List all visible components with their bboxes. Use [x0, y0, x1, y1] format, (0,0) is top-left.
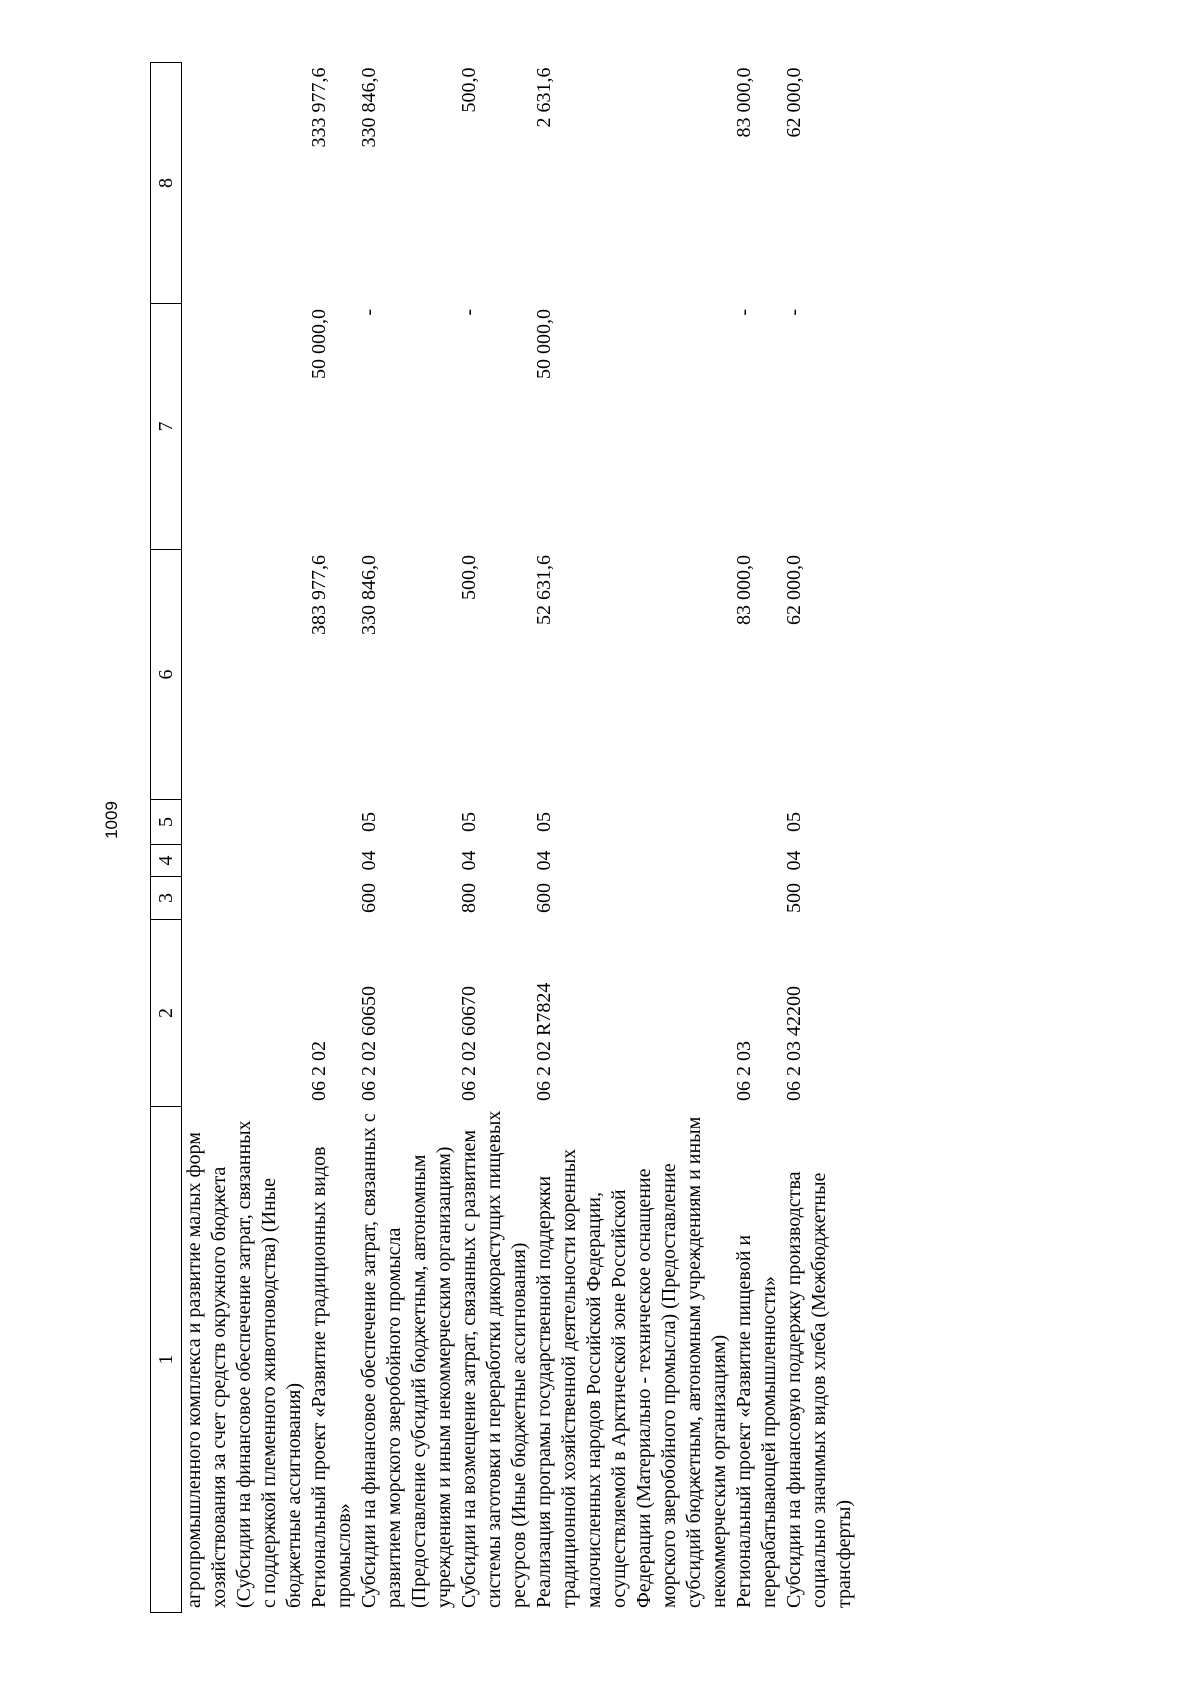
row-name: Субсидии на финансовое обеспечение затрат, связанных с развитием морского зверобойного промысла (Предоставление субсидий бюджетным, автономным учреждениям и иным некоммерческим организациям) — [358, 1113, 455, 1608]
row-subsection: 05 — [458, 812, 480, 832]
row-expense-type: 600 — [533, 883, 555, 913]
table-row — [357, 63, 457, 1613]
row-section: 04 — [533, 850, 555, 871]
row-federal: - — [733, 309, 755, 316]
row-subsection: 05 — [783, 812, 805, 832]
row-subsection: 05 — [533, 812, 555, 832]
table-row — [307, 63, 357, 1613]
row-name: Субсидии на возмещение затрат, связанных с развитием системы заготовки и переработки дикорастущих пищевых ресурсов (Иные бюджетные ассигнования) — [458, 1110, 530, 1608]
row-total: 383 977,6 — [308, 555, 330, 635]
row-section — [307, 845, 357, 877]
row-regional — [182, 63, 308, 304]
row-expense-type: 500 — [783, 883, 805, 913]
row-federal: - — [358, 309, 380, 316]
row-expense-type: 800 — [458, 883, 480, 913]
row-target-code: 06 2 02 R7824 — [533, 982, 555, 1101]
row-name: агропромышленного комплекса и развитие малых форм хозяйствования за счет средств окружного бюджета (Субсидии на финансовое обеспечение затрат, связанных с поддержкой племенного животноводства) (Иные бюджетные ассигнования) — [183, 1120, 305, 1608]
row-regional: 83 000,0 — [733, 67, 755, 138]
header-col-8: 8 — [151, 63, 182, 304]
row-regional: 2 631,6 — [533, 67, 555, 128]
row-name: Субсидии на финансовую поддержку производства социально значимых видов хлеба (Межбюджетные трансферты) — [783, 1171, 855, 1608]
row-federal: - — [458, 309, 480, 316]
row-regional: 62 000,0 — [783, 67, 805, 138]
table-row — [182, 63, 308, 1613]
row-total: 83 000,0 — [733, 555, 755, 625]
header-col-1: 1 — [151, 1107, 182, 1613]
row-subsection — [732, 800, 782, 845]
row-total: 52 631,6 — [533, 555, 555, 625]
row-target-code — [182, 920, 308, 1107]
table-row — [782, 63, 857, 1613]
row-total — [182, 550, 308, 800]
row-name: Региональный проект «Развитие пищевой и перерабатывающей промышленности» — [733, 1234, 780, 1608]
table-row — [732, 63, 782, 1613]
row-total: 62 000,0 — [783, 555, 805, 625]
row-section: 04 — [358, 850, 380, 871]
header-col-7: 7 — [151, 304, 182, 550]
row-section — [182, 845, 308, 877]
row-target-code: 06 2 03 42200 — [783, 986, 805, 1101]
rotated-page — [150, 63, 1200, 1613]
row-federal: - — [783, 309, 805, 316]
header-col-4: 4 — [151, 845, 182, 877]
table-header-row — [151, 63, 182, 1613]
row-total: 330 846,0 — [358, 555, 380, 635]
header-col-6: 6 — [151, 550, 182, 800]
row-section: 04 — [783, 850, 805, 871]
header-col-3: 3 — [151, 877, 182, 920]
row-regional: 333 977,6 — [308, 67, 330, 148]
row-expense-type — [307, 877, 357, 920]
row-total: 500,0 — [458, 555, 480, 600]
page-number: 1009 — [102, 801, 121, 839]
budget-table — [150, 62, 857, 1613]
row-regional: 330 846,0 — [358, 67, 380, 148]
row-expense-type — [732, 877, 782, 920]
table-row — [457, 63, 532, 1613]
row-federal: 50 000,0 — [533, 309, 555, 379]
row-federal: 50 000,0 — [308, 309, 330, 379]
header-col-5: 5 — [151, 800, 182, 845]
row-federal — [182, 304, 308, 550]
row-target-code: 06 2 03 — [733, 1041, 755, 1101]
row-subsection — [307, 800, 357, 845]
table-row — [532, 63, 732, 1613]
row-regional: 500,0 — [458, 67, 480, 113]
row-subsection: 05 — [358, 812, 380, 832]
header-col-2: 2 — [151, 920, 182, 1107]
row-section — [732, 845, 782, 877]
row-subsection — [182, 800, 308, 845]
row-target-code: 06 2 02 60670 — [458, 986, 480, 1101]
row-name: Региональный проект «Развитие традиционных видов промыслов» — [308, 1146, 355, 1608]
row-expense-type — [182, 877, 308, 920]
row-target-code: 06 2 02 60650 — [358, 986, 380, 1101]
row-expense-type: 600 — [358, 883, 380, 913]
row-name: Реализация програмы государственной поддержки традиционной хозяйственной деятельности коренных малочисленных народов Российской Федерации, осуществляемой в Арктической зоне Российской Федерации (Материально - техническое оснащение морского зверобойного промысла) (Предоставление субсидий бюджетным, автономным учреждениям и иным некоммерческим организациям) — [533, 1116, 730, 1608]
row-section: 04 — [458, 850, 480, 871]
row-target-code: 06 2 02 — [308, 1041, 330, 1101]
